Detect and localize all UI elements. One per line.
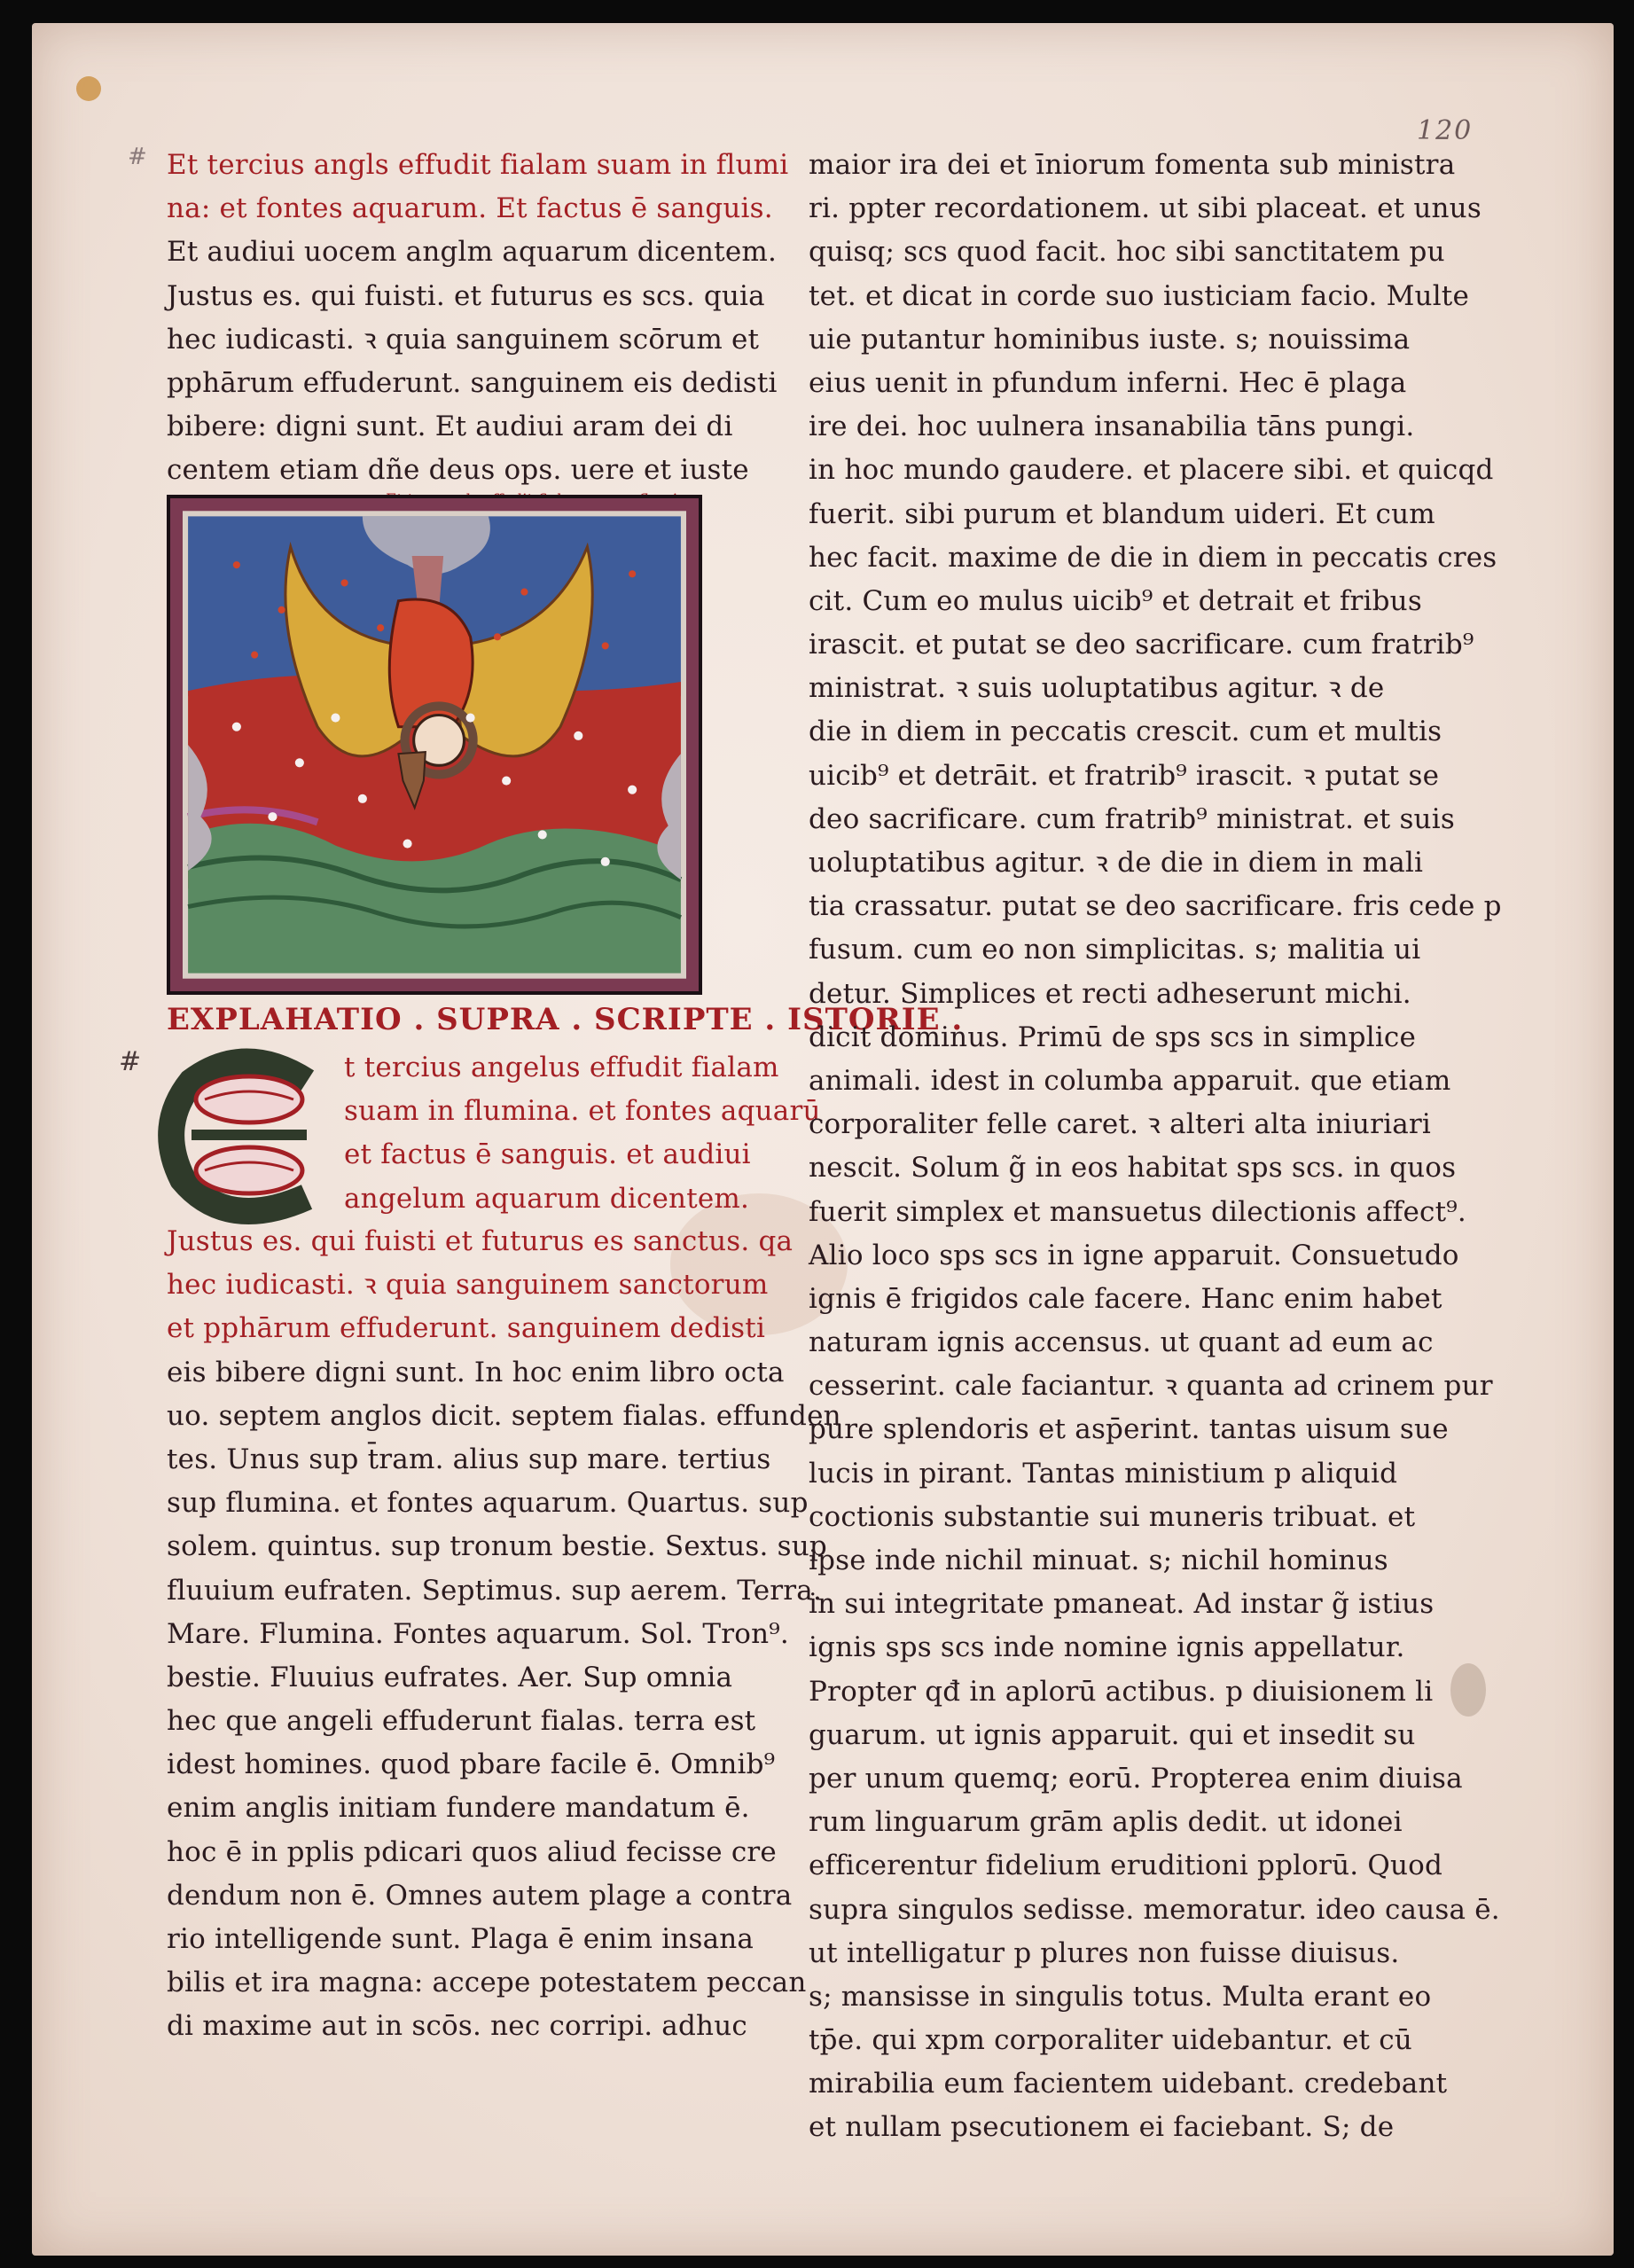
- text-line: animali. idest in columba apparuit. que etiam: [809, 1064, 1451, 1097]
- text-line: nescit. Solum g̃ in eos habitat sps scs. in quos: [809, 1152, 1457, 1185]
- text-line: uoluptatibus agitur. ꝛ de die in diem in mali: [809, 847, 1424, 879]
- text-line: Et tercius angls effudit fialam suam in flumi: [167, 149, 789, 181]
- text-line: solem. quintus. sup tronum bestie. Sextus. sup: [167, 1530, 827, 1563]
- text-line: die in diem in peccatis crescit. cum et multis: [809, 716, 1442, 748]
- text-line: in hoc mundo gaudere. et placere sibi. et quicqd: [809, 454, 1494, 487]
- text-line: hec facit. maxime de die in diem in peccatis cres: [809, 541, 1497, 574]
- text-line: idest homines. quod pbare facile ē. Omnib⁹: [167, 1748, 776, 1781]
- text-line: rum linguarum grām aplis dedit. ut idonei: [809, 1806, 1403, 1839]
- text-line: pure splendoris et asp̄erint. tantas uisum sue: [809, 1413, 1449, 1446]
- text-line: et nullam psecutionem ei faciebant. S; de: [809, 2111, 1395, 2144]
- text-line: corporaliter felle caret. ꝛ alteri alta iniuriari: [809, 1108, 1432, 1141]
- manuscript-leaf: [32, 23, 1614, 2256]
- text-line: angelum aquarum dicentem.: [344, 1182, 750, 1215]
- text-line: et pphārum effuderunt. sanguinem dedisti: [167, 1312, 766, 1345]
- text-line: ignis ē frigidos cale facere. Hanc enim habet: [809, 1282, 1442, 1315]
- text-line: fluuium eufraten. Septimus. sup aerem. Terra.: [167, 1574, 823, 1607]
- text-line: Justus es. qui fuisti. et futurus es scs. quia: [167, 279, 765, 312]
- text-line: eius uenit in pfundum inferni. Hec ē plaga: [809, 366, 1407, 399]
- text-line: ministrat. ꝛ suis uoluptatibus agitur. ꝛ de: [809, 672, 1385, 705]
- text-line: in sui integritate pmaneat. Ad instar g̃ istius: [809, 1588, 1435, 1621]
- text-line: tia crassatur. putat se deo sacrificare. fris cede p: [809, 890, 1502, 923]
- text-line: detur. Simplices et recti adheserunt michi.: [809, 977, 1411, 1010]
- text-line: lucis in pirant. Tantas ministium p aliquid: [809, 1457, 1398, 1490]
- text-line: fuerit. sibi purum et blandum uideri. Et cum: [809, 497, 1435, 530]
- right-column: [809, 144, 1502, 2150]
- margin-mark: #: [119, 1046, 142, 1077]
- text-line: fuerit simplex et mansuetus dilectionis affect⁹.: [809, 1195, 1466, 1228]
- text-line: hoc ē in pplis pdicari quos aliud fecisse cre: [167, 1835, 777, 1868]
- margin-mark: #: [128, 144, 147, 170]
- text-line: sup flumina. et fontes aquarum. Quartus. sup: [167, 1487, 809, 1520]
- left-column-bottom: [167, 1220, 841, 2049]
- angel-pouring-vial-image: [183, 511, 686, 979]
- text-line: irascit. et putat se deo sacrificare. cum fratrib⁹: [809, 629, 1474, 661]
- text-line: uie putantur hominibus iuste. s; nouissima: [809, 323, 1411, 356]
- text-line: ut intelligatur p plures non fuisse diuisus.: [809, 1936, 1400, 1969]
- text-line: dendum non ē. Omnes autem plage a contra: [167, 1879, 793, 1912]
- text-line: maior ira dei et īniorum fomenta sub ministra: [809, 149, 1456, 181]
- text-line: deo sacrificare. cum fratrib⁹ ministrat. et suis: [809, 802, 1455, 835]
- text-line: cesserint. cale faciantur. ꝛ quanta ad crinem pur: [809, 1370, 1493, 1403]
- text-line: di maxime aut in scōs. nec corripi. adhuc: [167, 2010, 747, 2043]
- text-line: coctionis substantie sui muneris tribuat. et: [809, 1500, 1416, 1533]
- text-line: efficerentur fidelium eruditioni pplorū. Quod: [809, 1850, 1443, 1882]
- text-line: uicib⁹ et detrāit. et fratrib⁹ irascit. ꝛ putat se: [809, 759, 1440, 792]
- text-line: tp̄e. qui xpm corporaliter uidebantur. et cū: [809, 2024, 1412, 2057]
- text-line: enim anglis initiam fundere mandatum ē.: [167, 1792, 750, 1825]
- text-line: hec iudicasti. ꝛ quia sanguinem sanctorum: [167, 1269, 769, 1302]
- initial-text-block: [167, 1046, 821, 1221]
- text-line: rio intelligende sunt. Plaga ē enim insana: [167, 1923, 754, 1955]
- text-line: hec iudicasti. ꝛ quia sanguinem scōrum et: [167, 323, 760, 356]
- text-line: supra singulos sedisse. memoratur. ideo causa ē.: [809, 1893, 1500, 1926]
- left-column-top: [167, 144, 789, 536]
- text-line: uo. septem anglos dicit. septem fialas. effunden: [167, 1399, 841, 1432]
- text-line: naturam ignis accensus. ut quant ad eum ac: [809, 1326, 1434, 1359]
- text-line: ri. ppter recordationem. ut sibi placeat. et unus: [809, 192, 1482, 225]
- ink-spot: [76, 76, 101, 101]
- text-line: s; mansisse in singulis totus. Multa erant eo: [809, 1980, 1432, 2013]
- text-line: pphārum effuderunt. sanguinem eis dedisti: [167, 366, 778, 399]
- text-line: Alio loco sps scs in igne apparuit. Consuetudo: [809, 1239, 1459, 1271]
- text-line: hec que angeli effuderunt fialas. terra est: [167, 1705, 756, 1738]
- text-line: fusum. cum eo non simplicitas. s; malitia ui: [809, 934, 1421, 966]
- text-line: Propter qđ in aplorū actibus. p diuisionem li: [809, 1675, 1434, 1708]
- text-line: tes. Unus sup t̄ram. alius sup mare. tertius: [167, 1443, 771, 1475]
- text-line: guarum. ut ignis apparuit. qui et insedit su: [809, 1718, 1416, 1751]
- text-line: et factus ē sanguis. et audiui: [344, 1138, 751, 1171]
- text-line: mirabilia eum facientem uidebant. credebant: [809, 2068, 1448, 2100]
- text-line: eis bibere digni sunt. In hoc enim libro octa: [167, 1356, 785, 1388]
- text-line: tet. et dicat in corde suo iusticiam facio. Multe: [809, 279, 1470, 312]
- text-line: centem etiam dñe deus ops. uere et iuste: [167, 454, 749, 487]
- text-line: suam in flumina. et fontes aquarū: [344, 1095, 821, 1128]
- text-line: cit. Cum eo mulus uicib⁹ et detrait et fribus: [809, 584, 1422, 617]
- text-line: per unum quemq; eorū. Propterea enim diuisa: [809, 1762, 1463, 1795]
- text-line: bestie. Fluuius eufrates. Aer. Sup omnia: [167, 1661, 733, 1693]
- section-heading: EXPLAHATIO . SUPRA . SCRIPTE . ISTORIE .: [167, 1002, 964, 1037]
- text-line: bibere: digni sunt. Et audiui aram dei di: [167, 411, 733, 443]
- text-line: ire dei. hoc uulnera insanabilia tāns pungi.: [809, 411, 1415, 443]
- text-line: quisq; scs quod facit. hoc sibi sanctitatem pu: [809, 236, 1445, 269]
- text-line: na: et fontes aquarum. Et factus ē sanguis.: [167, 192, 773, 225]
- text-line: ipse inde nichil minuat. s; nichil hominus: [809, 1545, 1388, 1576]
- text-line: bilis et ira magna: accepe potestatem peccan: [167, 1967, 807, 1999]
- folio-number: 120: [1417, 115, 1474, 146]
- stain: [1450, 1663, 1486, 1717]
- text-line: Mare. Flumina. Fontes aquarum. Sol. Tron⁹.: [167, 1617, 789, 1650]
- miniature-illumination: [167, 495, 702, 995]
- text-line: ignis sps scs inde nomine ignis appellatur.: [809, 1631, 1405, 1664]
- text-line: t tercius angelus effudit fialam: [344, 1052, 779, 1083]
- text-line: Et audiui uocem anglm aquarum dicentem.: [167, 236, 778, 269]
- text-line: dicit dominus. Primū de sps scs in simplice: [809, 1021, 1417, 1053]
- text-line: Justus es. qui fuisti et futurus es sanctus. qa: [167, 1225, 794, 1257]
